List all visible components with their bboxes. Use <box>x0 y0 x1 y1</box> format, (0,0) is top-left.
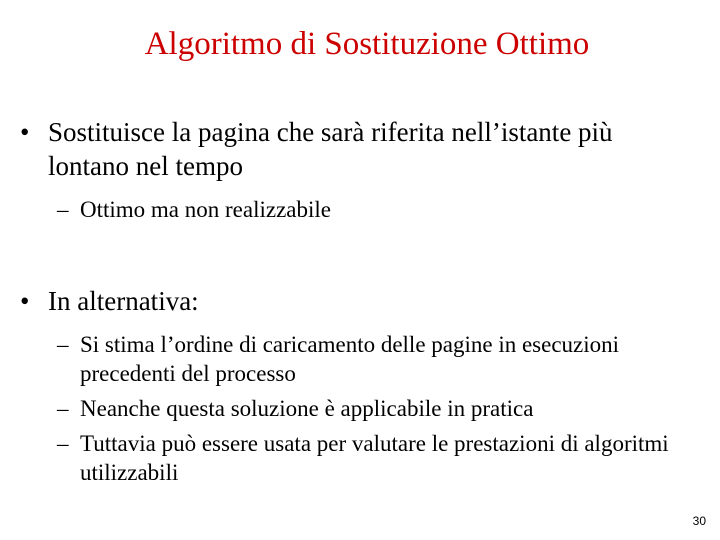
slide-title: Algoritmo di Sostituzione Ottimo <box>144 26 590 62</box>
bullet-marker: • <box>20 117 30 147</box>
bullet-text: In alternativa: <box>48 286 199 316</box>
sub-bullet-item <box>20 429 700 487</box>
bullet-marker: • <box>20 286 30 316</box>
bullet-text: Sostituisce la pagina che sarà riferita nell’istante più lontano nel tempo <box>48 117 613 181</box>
page-number: 30 <box>692 514 706 528</box>
bullet-group-2 <box>20 284 700 487</box>
sub-bullet-text: Neanche questa soluzione è applicabile in pratica <box>80 396 534 421</box>
bullet-item <box>20 115 700 183</box>
sub-bullet-item <box>20 330 700 388</box>
sub-bullet-marker: – <box>57 332 69 357</box>
sub-bullet-item <box>20 195 700 224</box>
sub-bullet-item <box>20 394 700 423</box>
sub-bullet-marker: – <box>57 197 69 222</box>
bullet-group-1 <box>20 115 700 224</box>
sub-bullet-text: Si stima l’ordine di caricamento delle pagine in esecuzioni precedenti del processo <box>80 332 620 386</box>
sub-bullet-text: Tuttavia può essere usata per valutare le prestazioni di algoritmi utilizzabili <box>80 431 669 485</box>
sub-bullet-marker: – <box>57 396 69 421</box>
bullet-item <box>20 284 700 318</box>
sub-bullet-text: Ottimo ma non realizzabile <box>80 197 331 222</box>
sub-bullet-marker: – <box>57 431 69 456</box>
